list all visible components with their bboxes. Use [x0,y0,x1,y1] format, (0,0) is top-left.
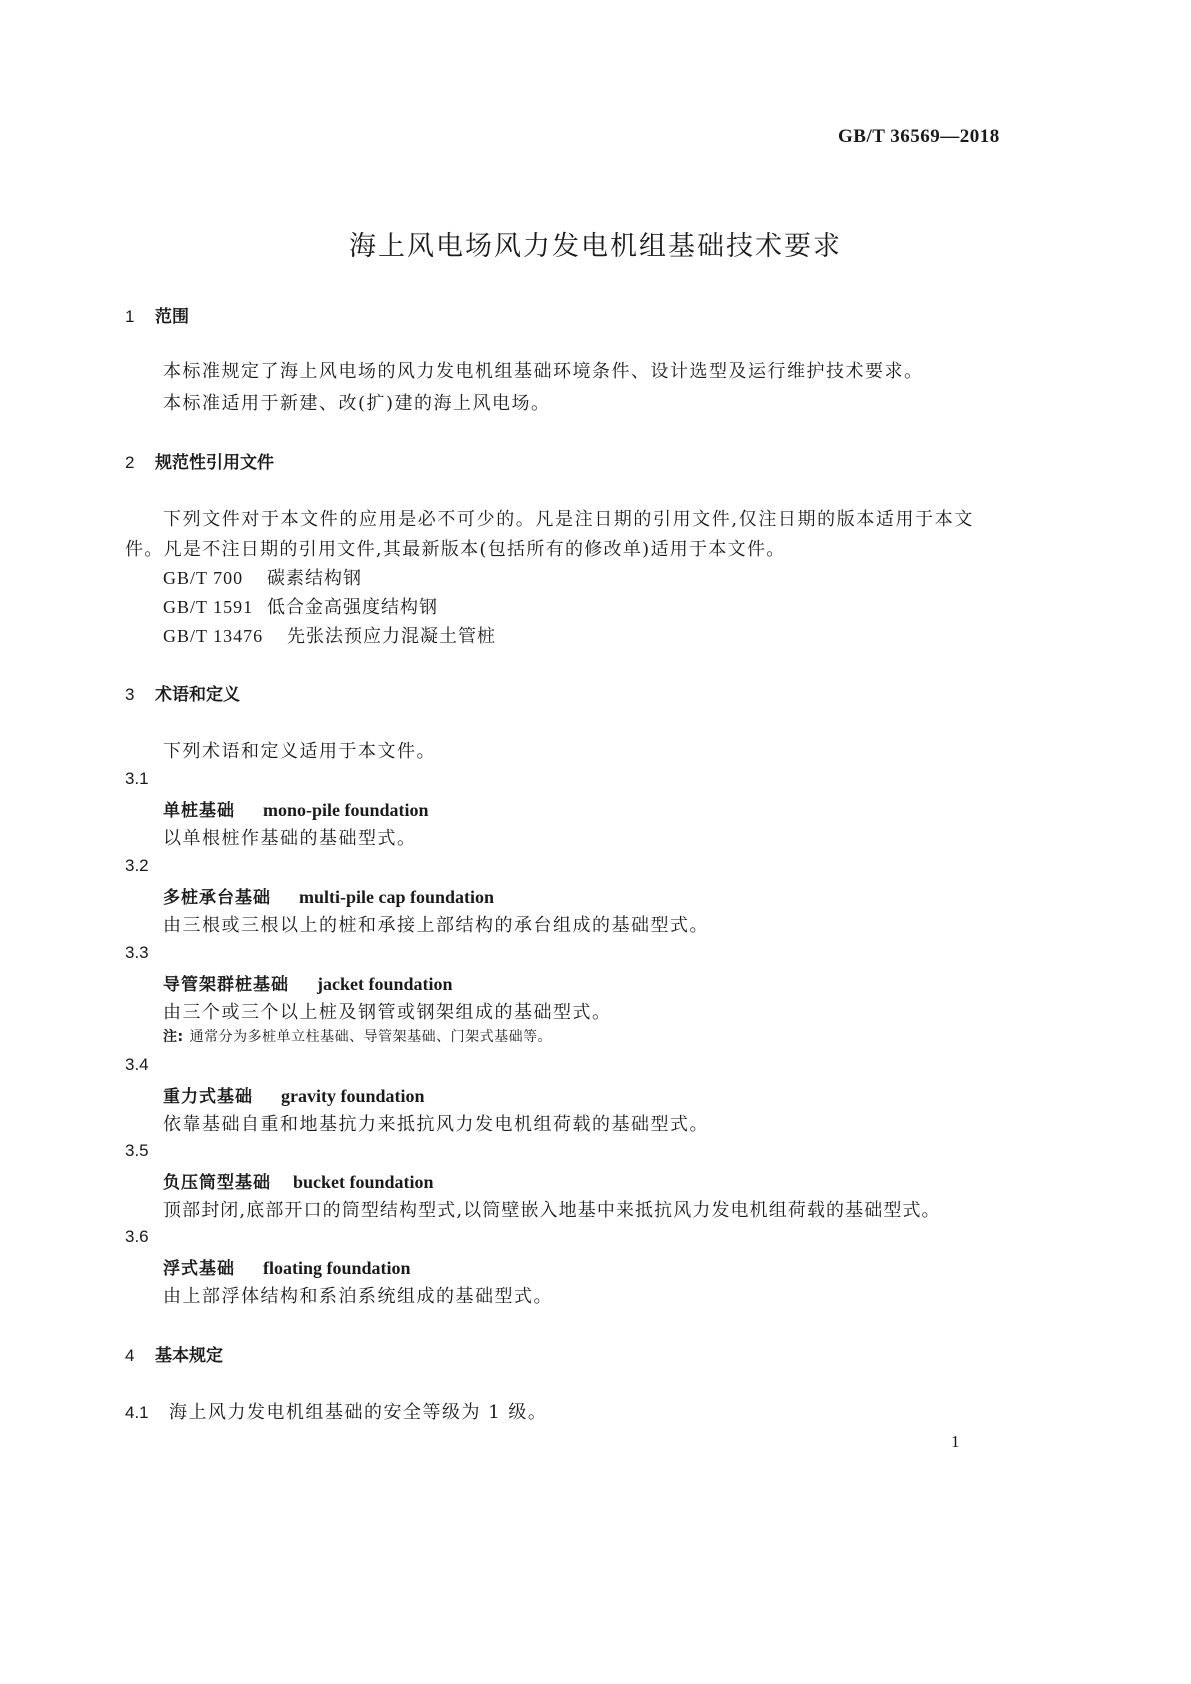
term-zh: 负压筒型基础 [163,1173,271,1193]
reference-title: 碳素结构钢 [267,568,362,589]
term-number: 3.5 [125,1141,149,1160]
clause [125,1398,547,1424]
term-heading [163,1168,434,1193]
term-zh: 导管架群桩基础 [163,975,289,995]
term-heading [163,1254,411,1279]
term-definition: 以单根桩作基础的基础型式。 [163,828,417,849]
term-number: 3.6 [125,1227,149,1246]
reference-item [163,593,438,619]
section-number: 1 [125,307,135,326]
term-definition: 由三根或三根以上的桩和承接上部结构的承台组成的基础型式。 [163,915,709,936]
note-label: 注: [163,1029,184,1045]
section-2-heading [125,448,274,473]
reference-item [163,564,362,590]
reference-code: GB/T 700 [163,568,244,588]
term-number: 3.2 [125,856,149,875]
standard-code: GB/T 36569—2018 [838,126,1000,147]
term-heading [163,970,453,995]
term-zh: 重力式基础 [163,1087,253,1107]
reference-code: GB/T 13476 [163,626,264,646]
section-number: 4 [125,1346,135,1365]
section-3-heading [125,680,240,705]
term-en: gravity foundation [281,1086,425,1106]
term-en: jacket foundation [317,974,453,994]
clause-number: 4.1 [125,1403,149,1422]
section-title: 基本规定 [155,1346,223,1366]
term-zh: 浮式基础 [163,1259,235,1279]
term-number: 3.1 [125,769,149,788]
term-number: 3.4 [125,1055,149,1074]
term-heading [163,1082,425,1107]
reference-item [163,622,496,648]
section-title: 术语和定义 [155,685,240,705]
reference-title: 先张法预应力混凝土管桩 [287,626,496,647]
term-definition: 由上部浮体结构和系泊系统组成的基础型式。 [163,1286,553,1307]
term-zh: 单桩基础 [163,801,235,821]
term-en: mono-pile foundation [263,800,429,820]
term-definition: 由三个或三个以上桩及钢管或钢架组成的基础型式。 [163,1002,612,1023]
reference-code: GB/T 1591 [163,597,254,617]
term-en: floating foundation [263,1258,411,1278]
term-heading [163,796,429,821]
term-en: multi-pile cap foundation [299,887,495,907]
note-text: 通常分为多桩单立柱基础、导管架基础、门架式基础等。 [189,1029,553,1045]
reference-title: 低合金高强度结构钢 [267,597,438,618]
term-zh: 多桩承台基础 [163,888,271,908]
section-title: 规范性引用文件 [155,453,274,473]
paragraph-line: 下列文件对于本文件的应用是必不可少的。凡是注日期的引用文件,仅注日期的版本适用于本文 [163,509,974,530]
paragraph: 下列术语和定义适用于本文件。 [163,741,436,762]
term-definition: 顶部封闭,底部开口的筒型结构型式,以筒壁嵌入地基中来抵抗风力发电机组荷载的基础型式。 [163,1200,941,1221]
paragraph-line: 件。凡是不注日期的引用文件,其最新版本(包括所有的修改单)适用于本文件。 [125,539,786,560]
section-number: 3 [125,685,135,704]
term-en: bucket foundation [293,1172,434,1192]
section-title: 范围 [155,307,189,327]
paragraph: 本标准规定了海上风电场的风力发电机组基础环境条件、设计选型及运行维护技术要求。 [163,361,924,382]
section-1-heading [125,302,189,327]
section-number: 2 [125,453,135,472]
term-heading [163,883,494,908]
document-title: 海上风电场风力发电机组基础技术要求 [349,231,842,262]
clause-text: 海上风力发电机组基础的安全等级为 1 级。 [169,1402,548,1423]
paragraph: 本标准适用于新建、改(扩)建的海上风电场。 [163,393,551,414]
section-4-heading [125,1341,223,1366]
page-number: 1 [951,1432,960,1451]
term-definition: 依靠基础自重和地基抗力来抵抗风力发电机组荷载的基础型式。 [163,1114,709,1135]
term-note [163,1026,552,1046]
term-number: 3.3 [125,943,149,962]
